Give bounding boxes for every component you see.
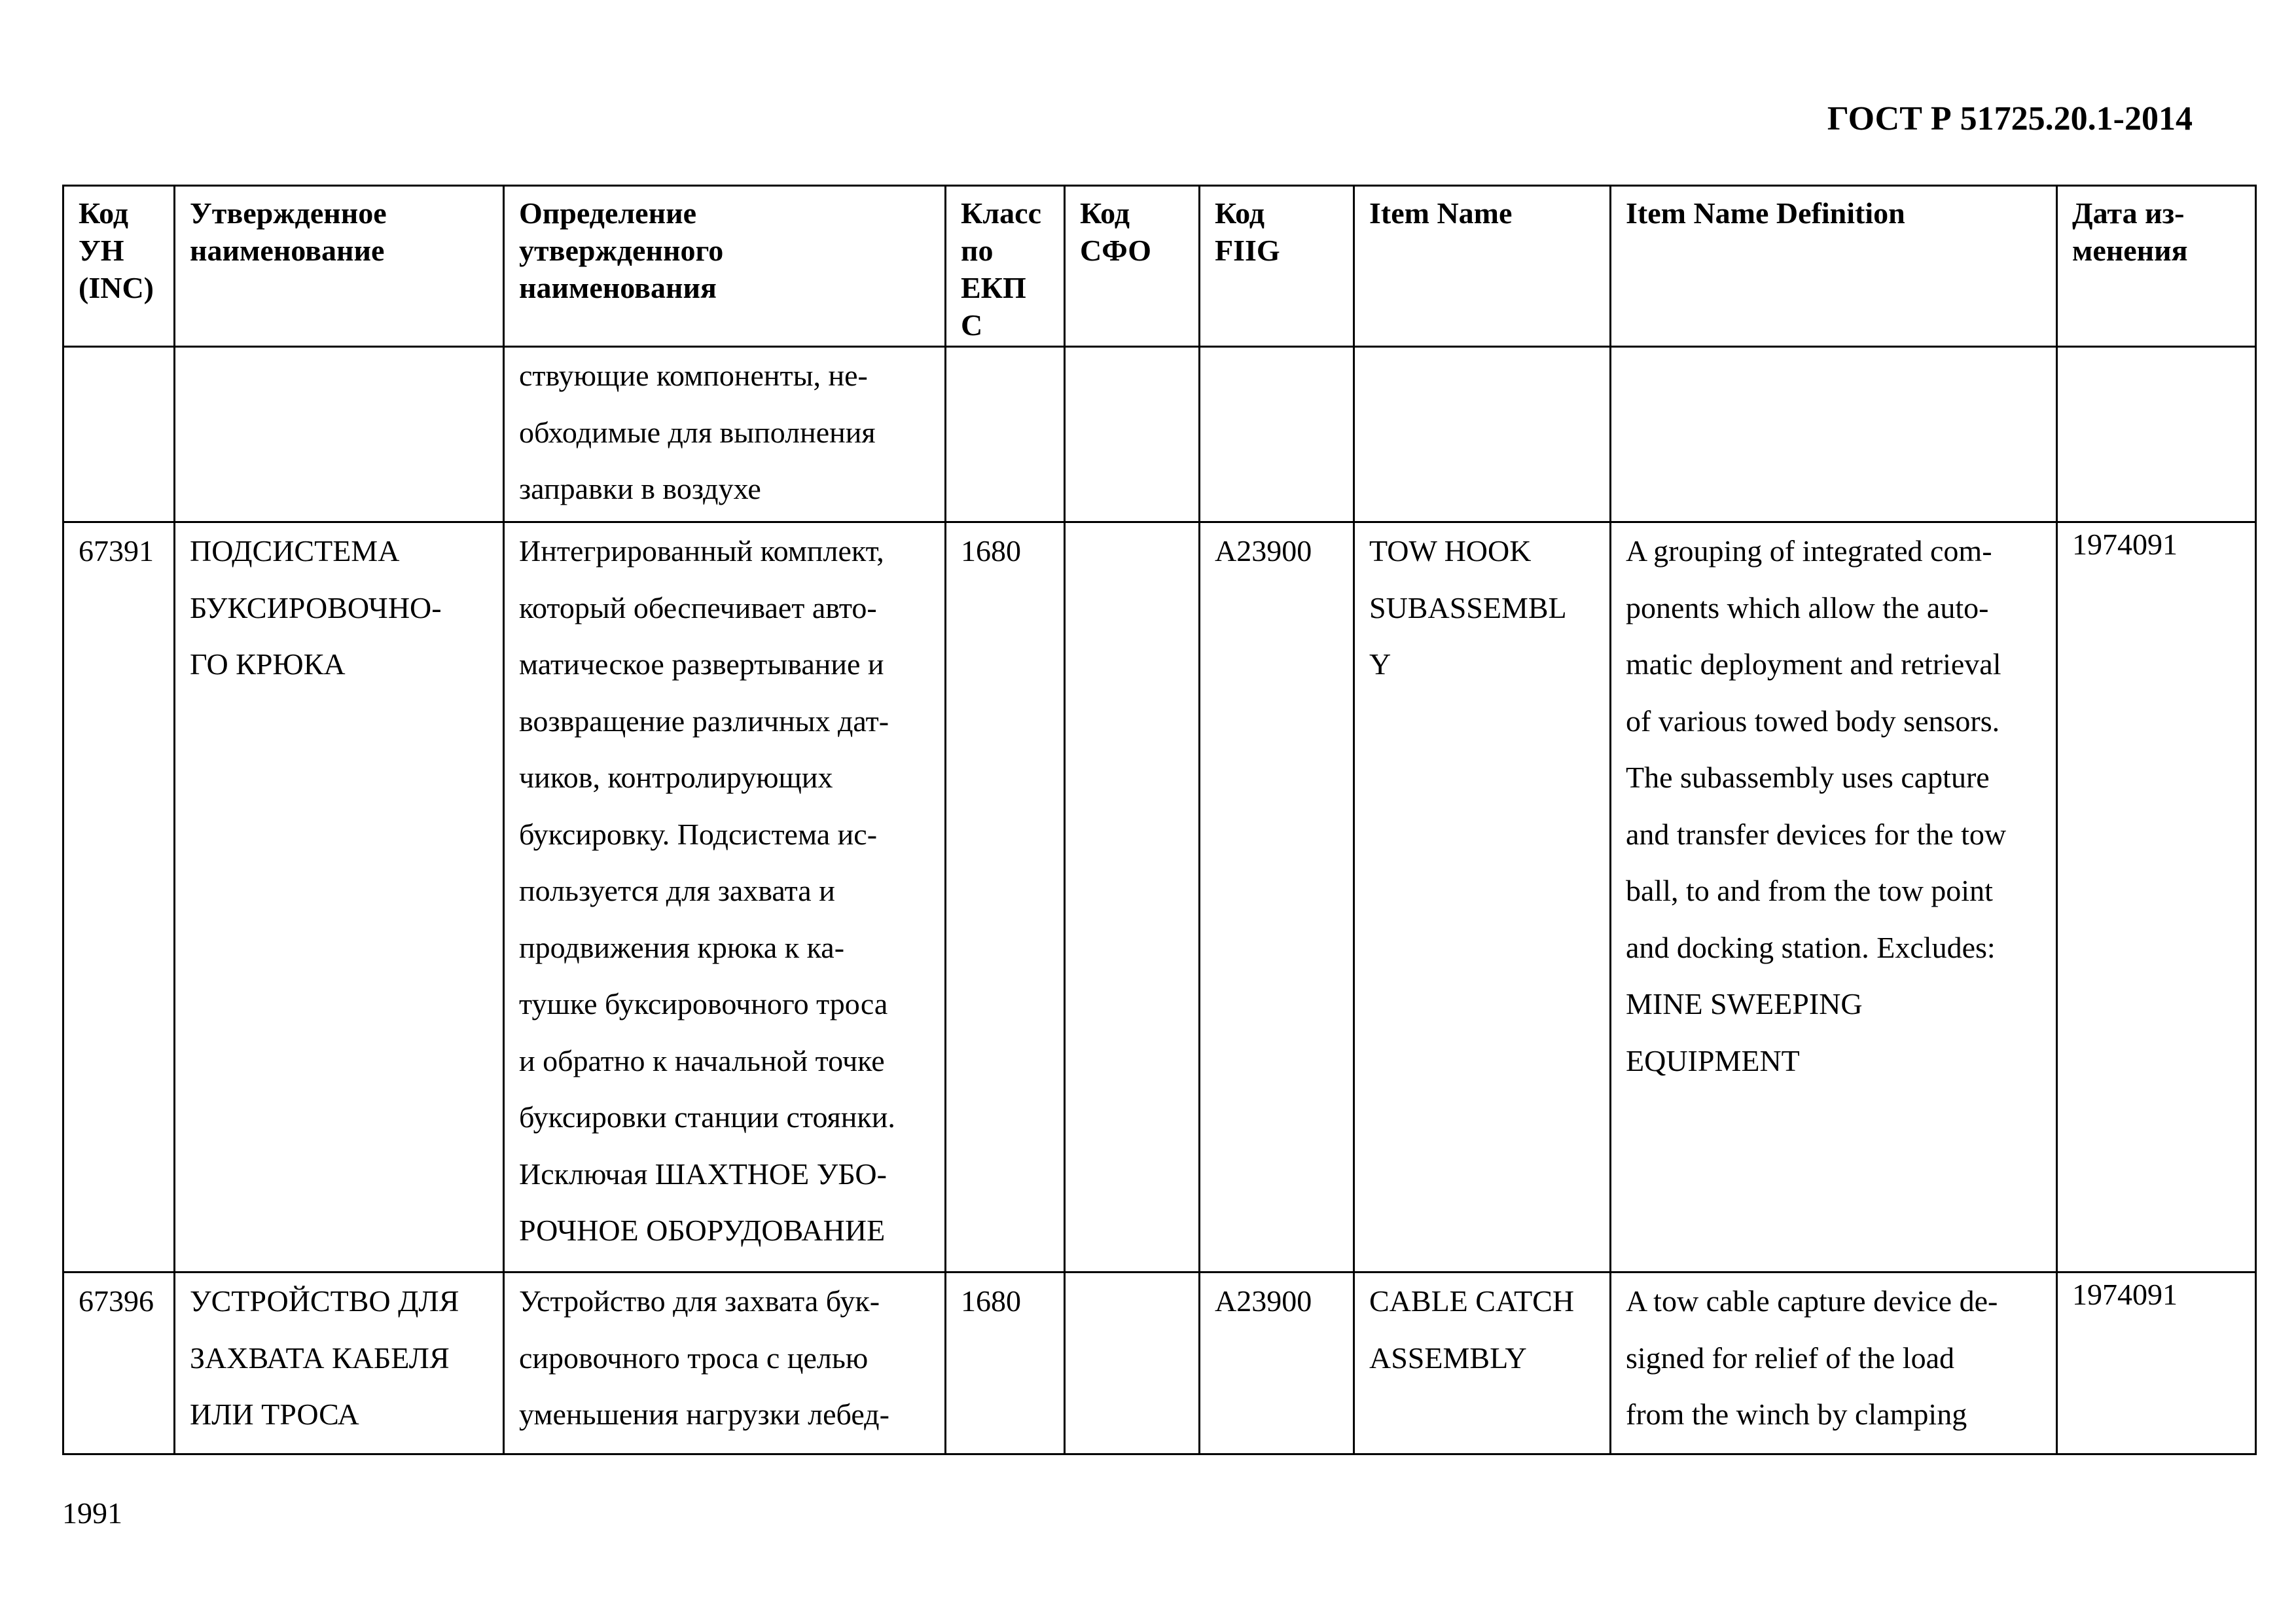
table-header-row [63, 186, 2256, 347]
cell-class [946, 347, 1065, 522]
cell-fiig: A23900 [1200, 1272, 1354, 1454]
cell-item-definition [1611, 347, 2057, 522]
cell-fiig [1200, 347, 1354, 522]
page-number: 1991 [62, 1496, 122, 1530]
cell-item-definition: A tow cable capture device de- signed for relief of the load from the winch by clamping [1611, 1272, 2057, 1454]
cell-inc: 67396 [63, 1272, 175, 1454]
document-id: ГОСТ Р 51725.20.1-2014 [1827, 100, 2193, 137]
cell-class: 1680 [946, 1272, 1065, 1454]
col-header-approved-name: Утвержденное наименование [175, 186, 504, 347]
cell-item-name: TOW HOOK SUBASSEMBL Y [1354, 522, 1611, 1272]
cell-approved-name: УСТРОЙСТВО ДЛЯ ЗАХВАТА КАБЕЛЯ ИЛИ ТРОСА [175, 1272, 504, 1454]
cell-definition: Интегрированный комплект, который обеспечивает авто- матическое развертывание и возвращение различных дат- чиков, контролирующих буксировку. Подсистема ис- пользуется для захвата и продвижения крюка к ка- тушке буксировочного троса и обратно к начальной точке буксировки станции стоянки. Исключая ШАХТНОЕ УБО- РОЧНОЕ ОБОРУДОВАНИЕ [504, 522, 946, 1272]
col-header-definition: Определение утвержденного наименования [504, 186, 946, 347]
cell-date [2057, 347, 2256, 522]
cell-item-name: CABLE CATCH ASSEMBLY [1354, 1272, 1611, 1454]
cell-sfo [1065, 1272, 1200, 1454]
cell-definition: Устройство для захвата бук- сировочного троса с целью уменьшения нагрузки лебед- [504, 1272, 946, 1454]
cell-date: 1974091 [2057, 522, 2256, 1272]
cell-approved-name [175, 347, 504, 522]
cell-inc: 67391 [63, 522, 175, 1272]
col-header-item-name: Item Name [1354, 186, 1611, 347]
cell-sfo [1065, 522, 1200, 1272]
cell-sfo [1065, 347, 1200, 522]
cell-date: 1974091 [2057, 1272, 2256, 1454]
col-header-sfo: Код СФО [1065, 186, 1200, 347]
cell-approved-name: ПОДСИСТЕМА БУКСИРОВОЧНО- ГО КРЮКА [175, 522, 504, 1272]
table-row [63, 1272, 2256, 1454]
col-header-inc: Код УН (INC) [63, 186, 175, 347]
col-header-fiig: Код FIIG [1200, 186, 1354, 347]
col-header-class: Класс по ЕКП С [946, 186, 1065, 347]
cell-fiig: A23900 [1200, 522, 1354, 1272]
col-header-item-definition: Item Name Definition [1611, 186, 2057, 347]
cell-item-name [1354, 347, 1611, 522]
name-definition-table [62, 185, 2257, 1455]
table-row [63, 347, 2256, 522]
cell-item-definition: A grouping of integrated com- ponents which allow the auto- matic deployment and retrieval of various towed body sensors. The subassembly uses capture and transfer devices for the tow ball, to and from the tow point and docking station. Excludes: MINE SWEEPING EQUIPMENT [1611, 522, 2057, 1272]
cell-definition: ствующие компоненты, не- обходимые для выполнения заправки в воздухе [504, 347, 946, 522]
table-row [63, 522, 2256, 1272]
cell-class: 1680 [946, 522, 1065, 1272]
col-header-date: Дата из- менения [2057, 186, 2256, 347]
cell-inc [63, 347, 175, 522]
